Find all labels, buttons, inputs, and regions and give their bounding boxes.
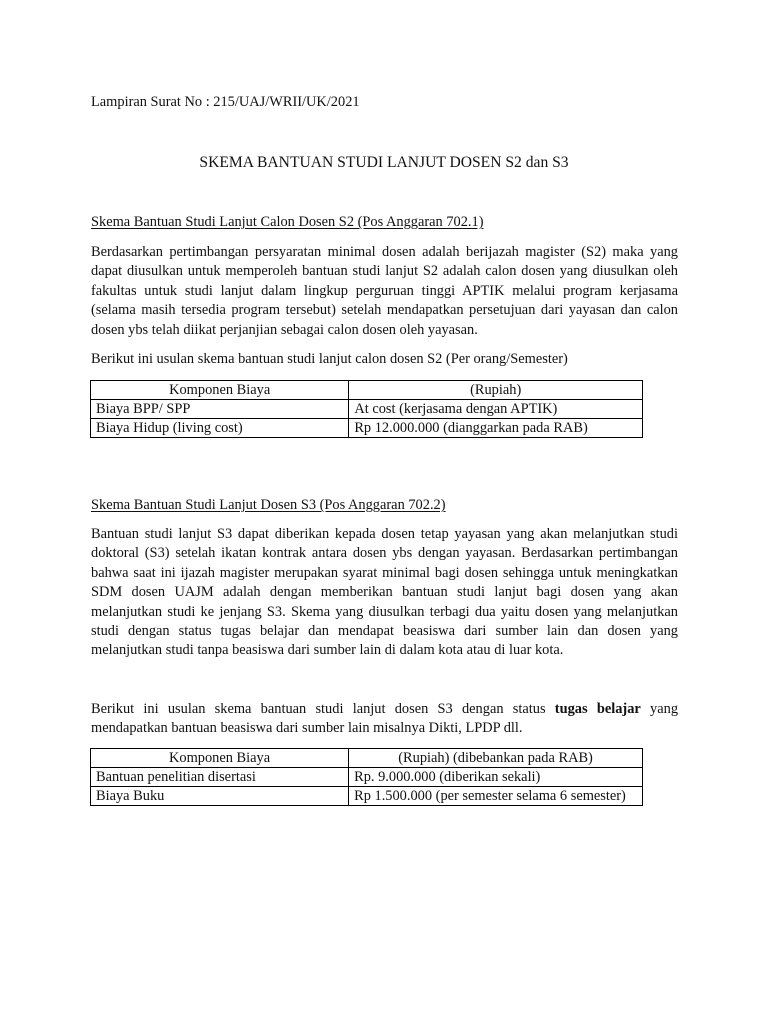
intro-bold-text: tugas belajar (554, 701, 641, 717)
table-cell: Rp 1.500.000 (per semester selama 6 semester) (349, 787, 643, 806)
table-header-row (91, 381, 643, 400)
table-cell: Bantuan penelitian disertasi (91, 768, 349, 787)
section-s3-heading: Skema Bantuan Studi Lanjut Dosen S3 (Pos Anggaran 702.2) (91, 497, 446, 513)
document-title: SKEMA BANTUAN STUDI LANJUT DOSEN S2 dan S3 (199, 154, 569, 171)
table-cell: Biaya BPP/ SPP (91, 400, 349, 419)
table-cell: Biaya Buku (91, 787, 349, 806)
table-row (91, 400, 643, 419)
s2-cost-table (90, 380, 643, 438)
letter-reference: Lampiran Surat No : 215/UAJ/WRII/UK/2021 (91, 94, 360, 110)
table-header-cell: Komponen Biaya (91, 381, 349, 400)
s3-cost-table (90, 748, 643, 806)
intro-text: yang mendapatkan bantuan beasiswa dari sumber lain misalnya Dikti, LPDP dll. (91, 701, 679, 737)
table-header-cell: (Rupiah) (349, 381, 643, 400)
table-cell: At cost (kerjasama dengan APTIK) (349, 400, 643, 419)
table-header-cell: Komponen Biaya (91, 749, 349, 768)
section-s3-paragraph: Bantuan studi lanjut S3 dapat diberikan kepada dosen tetap yayasan yang akan melanjutkan studi doktoral (S3) setelah ikatan kontrak antara dosen ybs dengan yayasan. Berdasarkan pertimbangan bahwa saat ini ijazah magister merupakan syarat minimal bagi dosen sehingga untuk meningkatkan SDM dosen UAJM adalah dengan memberikan bantuan studi lanjut bagi dosen yang akan melanjutkan studi ke jenjang S3. Skema yang diusulkan terbagi dua yaitu dosen yang melanjutkan studi dengan status tugas belajar dan mendapat beasiswa dari sumber lain dan dosen yang melanjutkan studi tanpa beasiswa dari sumber lain di dalam kota atau di luar kota. (91, 526, 678, 659)
intro-text: Berikut ini usulan skema bantuan studi lanjut dosen S3 dengan status (91, 701, 555, 717)
table-cell: Biaya Hidup (living cost) (91, 419, 349, 438)
section-s3-intro (91, 700, 678, 739)
section-s2-intro: Berikut ini usulan skema bantuan studi lanjut calon dosen S2 (Per orang/Semester) (91, 351, 568, 367)
table-header-row (91, 749, 643, 768)
table-cell: Rp 12.000.000 (dianggarkan pada RAB) (349, 419, 643, 438)
section-s2-heading: Skema Bantuan Studi Lanjut Calon Dosen S2 (Pos Anggaran 702.1) (91, 214, 484, 230)
table-header-cell: (Rupiah) (dibebankan pada RAB) (349, 749, 643, 768)
table-row (91, 419, 643, 438)
table-row (91, 768, 643, 787)
table-row (91, 787, 643, 806)
section-s2-paragraph: Berdasarkan pertimbangan persyaratan minimal dosen adalah berijazah magister (S2) maka yang dapat diusulkan untuk memperoleh bantuan studi lanjut S2 adalah calon dosen yang diusulkan oleh fakultas untuk studi lanjut dalam lingkup perguruan tinggi APTIK melalui program kerjasama (selama masih tersedia program tersebut) setelah mendapatkan persetujuan dari yayasan dan calon dosen ybs telah diikat perjanjian sebagai calon dosen oleh yayasan. (91, 244, 678, 338)
table-cell: Rp. 9.000.000 (diberikan sekali) (349, 768, 643, 787)
